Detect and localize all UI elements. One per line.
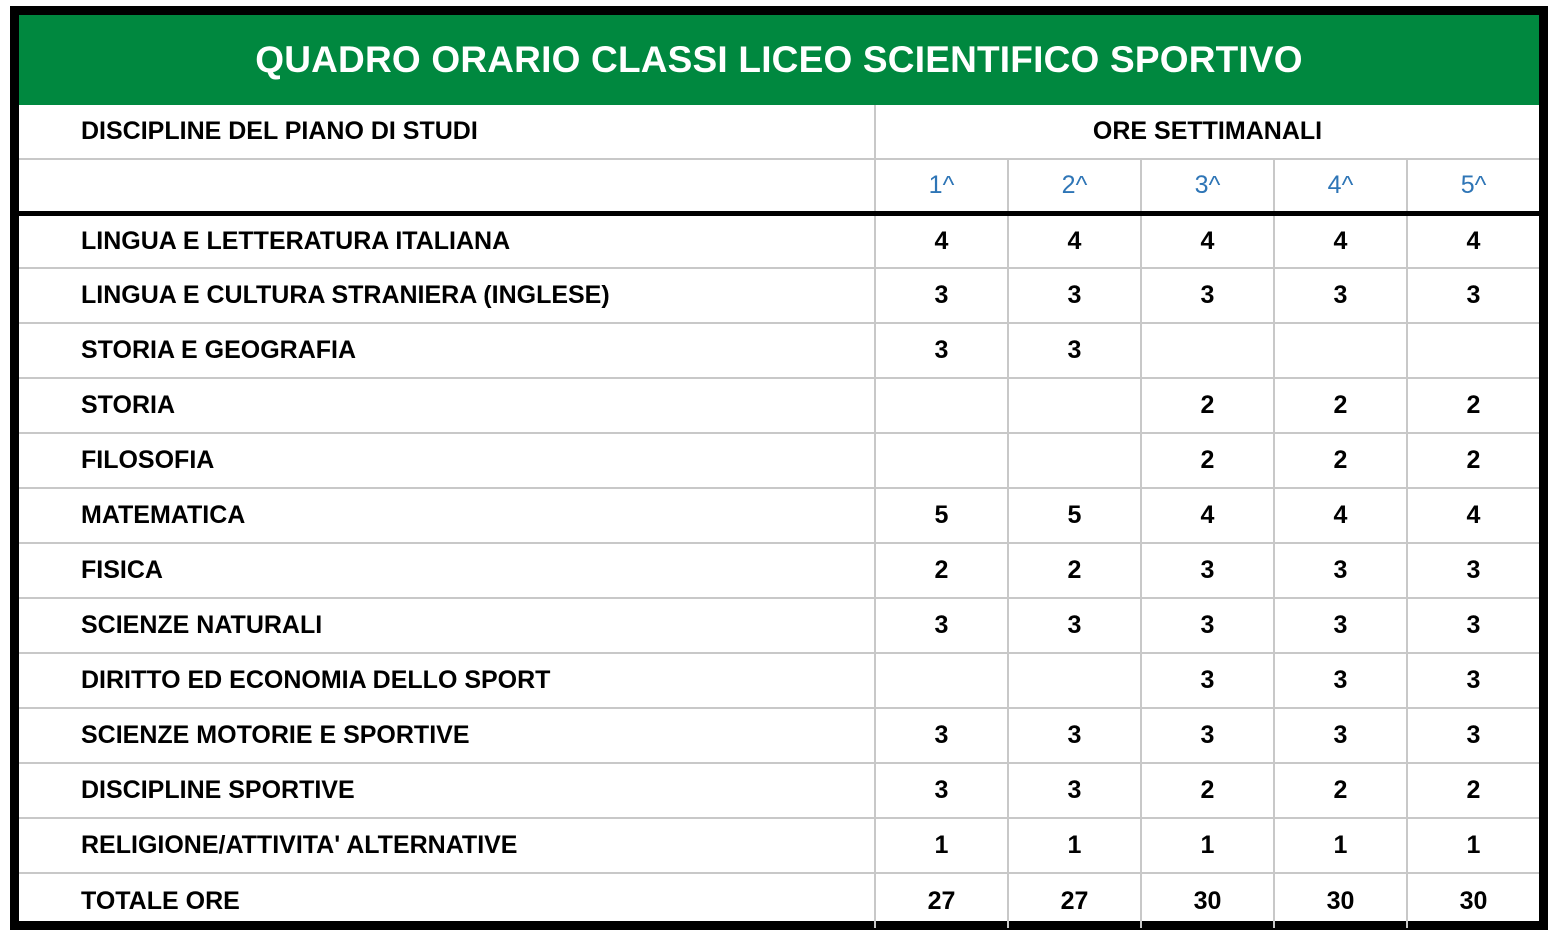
hours-cell-year-2: 27 — [1008, 873, 1141, 928]
hours-cell-year-4: 3 — [1274, 268, 1407, 323]
subject-cell: LINGUA E CULTURA STRANIERA (INGLESE) — [19, 268, 875, 323]
hours-cell-year-1: 1 — [875, 818, 1008, 873]
hours-cell-year-3: 4 — [1141, 488, 1274, 543]
hours-cell-year-3: 2 — [1141, 378, 1274, 433]
hours-cell-year-3: 3 — [1141, 543, 1274, 598]
hours-cell-year-2: 3 — [1008, 268, 1141, 323]
subject-row — [19, 543, 1539, 598]
hours-cell-year-4: 1 — [1274, 818, 1407, 873]
hours-cell-year-3: 3 — [1141, 598, 1274, 653]
hours-cell-year-1: 3 — [875, 323, 1008, 378]
hours-cell-year-2: 3 — [1008, 708, 1141, 763]
empty-header-cell — [19, 159, 875, 213]
hours-cell-year-3: 3 — [1141, 653, 1274, 708]
hours-cell-year-5: 3 — [1407, 708, 1539, 763]
hours-cell-year-4: 3 — [1274, 653, 1407, 708]
hours-cell-year-4: 2 — [1274, 378, 1407, 433]
hours-cell-year-2: 3 — [1008, 598, 1141, 653]
hours-cell-year-1: 2 — [875, 543, 1008, 598]
hours-cell-year-4: 30 — [1274, 873, 1407, 928]
subject-row — [19, 378, 1539, 433]
hours-cell-year-1: 3 — [875, 268, 1008, 323]
subject-cell: STORIA E GEOGRAFIA — [19, 323, 875, 378]
hours-cell-year-2 — [1008, 433, 1141, 488]
hours-cell-year-2 — [1008, 378, 1141, 433]
hours-cell-year-4: 4 — [1274, 213, 1407, 268]
subject-cell: RELIGIONE/ATTIVITA' ALTERNATIVE — [19, 818, 875, 873]
subject-cell: DIRITTO ED ECONOMIA DELLO SPORT — [19, 653, 875, 708]
hours-cell-year-5: 4 — [1407, 213, 1539, 268]
year-header-5: 5^ — [1407, 159, 1539, 213]
subject-row — [19, 323, 1539, 378]
hours-cell-year-2: 3 — [1008, 763, 1141, 818]
hours-cell-year-5: 3 — [1407, 268, 1539, 323]
hours-cell-year-1: 4 — [875, 213, 1008, 268]
hours-cell-year-2: 1 — [1008, 818, 1141, 873]
subject-cell: SCIENZE MOTORIE E SPORTIVE — [19, 708, 875, 763]
subject-row — [19, 488, 1539, 543]
hours-cell-year-3: 30 — [1141, 873, 1274, 928]
hours-header: ORE SETTIMANALI — [875, 105, 1539, 159]
hours-cell-year-3: 1 — [1141, 818, 1274, 873]
hours-cell-year-2: 3 — [1008, 323, 1141, 378]
hours-cell-year-1: 3 — [875, 763, 1008, 818]
disciplines-header: DISCIPLINE DEL PIANO DI STUDI — [81, 117, 478, 145]
hours-cell-year-5: 3 — [1407, 598, 1539, 653]
hours-cell-year-3: 2 — [1141, 433, 1274, 488]
hours-cell-year-4: 2 — [1274, 433, 1407, 488]
hours-cell-year-1: 3 — [875, 598, 1008, 653]
hours-cell-year-3: 2 — [1141, 763, 1274, 818]
totals-row — [19, 873, 1539, 928]
subject-row — [19, 653, 1539, 708]
hours-cell-year-3: 4 — [1141, 213, 1274, 268]
subject-row — [19, 213, 1539, 268]
subject-cell: FILOSOFIA — [19, 433, 875, 488]
hours-cell-year-4: 2 — [1274, 763, 1407, 818]
subject-cell: FISICA — [19, 543, 875, 598]
hours-cell-year-2 — [1008, 653, 1141, 708]
hours-cell-year-5: 2 — [1407, 763, 1539, 818]
subject-cell: TOTALE ORE — [19, 873, 875, 928]
hours-cell-year-4 — [1274, 323, 1407, 378]
hours-cell-year-5: 3 — [1407, 653, 1539, 708]
hours-cell-year-1: 5 — [875, 488, 1008, 543]
subject-row — [19, 433, 1539, 488]
year-header-3: 3^ — [1141, 159, 1274, 213]
hours-cell-year-3: 3 — [1141, 268, 1274, 323]
subject-cell: DISCIPLINE SPORTIVE — [19, 763, 875, 818]
hours-cell-year-4: 3 — [1274, 708, 1407, 763]
subject-cell: MATEMATICA — [19, 488, 875, 543]
hours-cell-year-4: 3 — [1274, 598, 1407, 653]
hours-cell-year-1 — [875, 378, 1008, 433]
hours-cell-year-5: 30 — [1407, 873, 1539, 928]
hours-cell-year-1 — [875, 653, 1008, 708]
year-header-4: 4^ — [1274, 159, 1407, 213]
hours-cell-year-5: 3 — [1407, 543, 1539, 598]
years-header-row — [19, 159, 1539, 213]
hours-cell-year-5: 1 — [1407, 818, 1539, 873]
hours-cell-year-5: 2 — [1407, 433, 1539, 488]
header-row — [19, 105, 1539, 159]
year-header-2: 2^ — [1008, 159, 1141, 213]
year-header-1: 1^ — [875, 159, 1008, 213]
subject-row — [19, 708, 1539, 763]
hours-cell-year-2: 2 — [1008, 543, 1141, 598]
hours-cell-year-2: 5 — [1008, 488, 1141, 543]
table-title: QUADRO ORARIO CLASSI LICEO SCIENTIFICO SPORTIVO — [19, 15, 1539, 105]
hours-cell-year-1: 3 — [875, 708, 1008, 763]
hours-cell-year-1 — [875, 433, 1008, 488]
hours-cell-year-5: 2 — [1407, 378, 1539, 433]
subject-cell: SCIENZE NATURALI — [19, 598, 875, 653]
hours-cell-year-4: 3 — [1274, 543, 1407, 598]
subject-cell: STORIA — [19, 378, 875, 433]
timetable — [19, 105, 1539, 928]
subject-row — [19, 268, 1539, 323]
hours-cell-year-4: 4 — [1274, 488, 1407, 543]
timetable-frame — [10, 6, 1548, 930]
subject-row — [19, 598, 1539, 653]
hours-cell-year-2: 4 — [1008, 213, 1141, 268]
hours-cell-year-3 — [1141, 323, 1274, 378]
subject-row — [19, 763, 1539, 818]
hours-cell-year-5 — [1407, 323, 1539, 378]
subject-cell: LINGUA E LETTERATURA ITALIANA — [81, 226, 511, 255]
hours-cell-year-1: 27 — [875, 873, 1008, 928]
hours-cell-year-5: 4 — [1407, 488, 1539, 543]
subject-row — [19, 818, 1539, 873]
hours-cell-year-3: 3 — [1141, 708, 1274, 763]
